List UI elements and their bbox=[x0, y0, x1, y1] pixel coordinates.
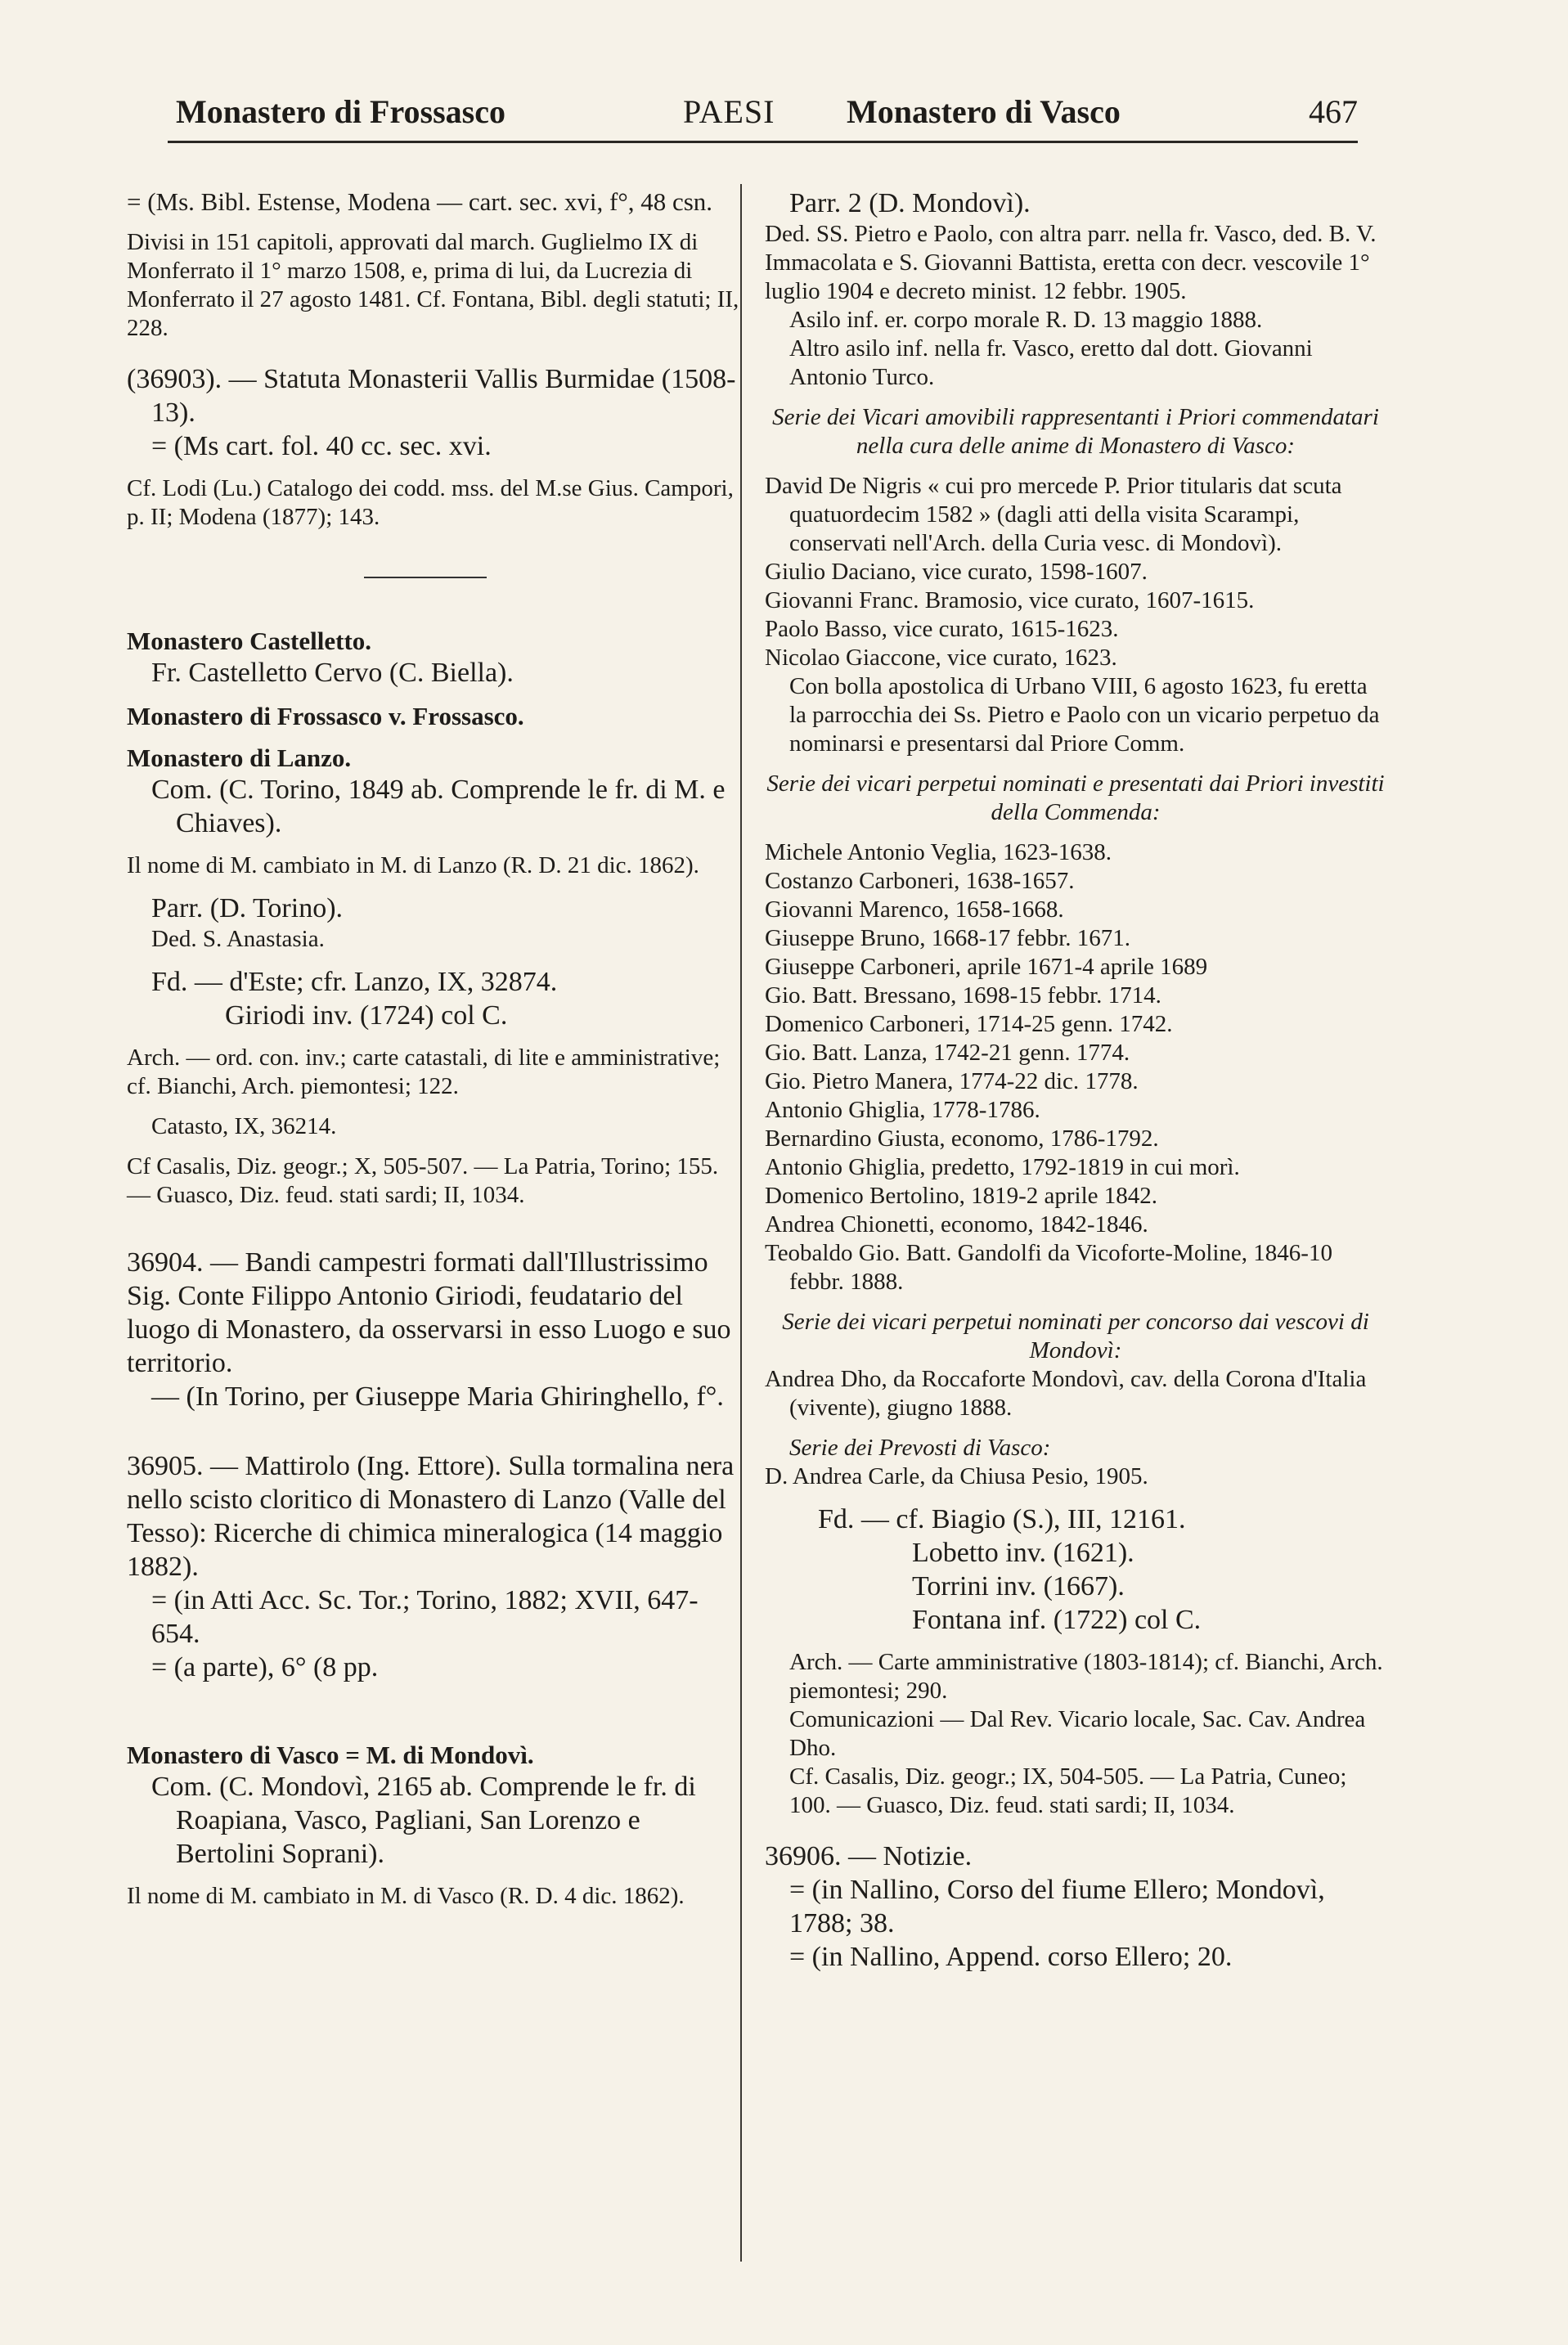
list-item: Michele Antonio Veglia, 1623-1638. bbox=[765, 839, 1112, 865]
page-header bbox=[176, 92, 1358, 133]
vicari-perpetui-list bbox=[765, 838, 1386, 1296]
entry-36903: (36903). — Statuta Monasterii Vallis Burmidae (1508-13). bbox=[127, 364, 736, 428]
lanzo-catasto: Catasto, IX, 36214. bbox=[151, 1113, 337, 1139]
castelletto-heading: Monastero Castelletto. bbox=[127, 627, 372, 655]
ms-note: = (Ms. Bibl. Estense, Modena — cart. sec. xvi, f°, 48 csn. bbox=[127, 187, 713, 216]
vasco-nome: Il nome di M. cambiato in M. di Vasco (R. D. 4 dic. 1862). bbox=[127, 1883, 685, 1909]
list-item: Giulio Daciano, vice curato, 1598-1607. bbox=[765, 559, 1148, 585]
frossasco-heading: Monastero di Frossasco v. Frossasco. bbox=[127, 702, 524, 730]
right-column bbox=[765, 186, 1386, 1974]
page-number: 467 bbox=[1309, 93, 1358, 130]
vasco-arch: Arch. — Carte amministrative (1803-1814); cf. Bianchi, Arch. piemontesi; 290. bbox=[789, 1649, 1383, 1704]
list-item: Domenico Bertolino, 1819-2 aprile 1842. bbox=[765, 1183, 1158, 1209]
list-item: Gio. Batt. Bressano, 1698-15 febbr. 1714. bbox=[765, 982, 1161, 1009]
list-item: Giuseppe Carboneri, aprile 1671-4 aprile 1689 bbox=[765, 954, 1208, 980]
list-item: Gio. Batt. Lanza, 1742-21 genn. 1774. bbox=[765, 1040, 1130, 1066]
column-divider bbox=[740, 184, 742, 2262]
entry-36904-pub: — (In Torino, per Giuseppe Maria Ghiringhello, f°. bbox=[151, 1381, 724, 1412]
entry-36905-parte: = (a parte), 6° (8 pp. bbox=[151, 1652, 379, 1682]
list-item: Costanzo Carboneri, 1638-1657. bbox=[765, 868, 1075, 894]
list-item: Giovanni Marenco, 1658-1668. bbox=[765, 896, 1064, 923]
entry-36903-cf: Cf. Lodi (Lu.) Catalogo dei codd. mss. del M.se Gius. Campori, p. II; Modena (1877); 143. bbox=[127, 475, 734, 530]
serie-concorso-heading: Serie dei vicari perpetui nominati per concorso dai vescovi di Mondovì: bbox=[782, 1309, 1369, 1363]
entry-36903-ms: = (Ms cart. fol. 40 cc. sec. xvi. bbox=[151, 431, 492, 461]
vasco-parr: Parr. 2 (D. Mondovì). bbox=[789, 188, 1031, 218]
vasco-heading: Monastero di Vasco = M. di Mondovì. bbox=[127, 1741, 534, 1769]
section-separator bbox=[364, 577, 487, 578]
entry-36906: 36906. — Notizie. bbox=[765, 1841, 973, 1871]
vasco-asilo-altro: Altro asilo inf. nella fr. Vasco, eretto dal dott. Giovanni Antonio Turco. bbox=[789, 335, 1313, 390]
list-item: Nicolao Giaccone, vice curato, 1623. bbox=[765, 645, 1117, 671]
lanzo-com: Com. (C. Torino, 1849 ab. Comprende le fr. di M. e Chiaves). bbox=[151, 775, 726, 838]
list-item: Andrea Chionetti, economo, 1842-1846. bbox=[765, 1211, 1148, 1238]
header-rule bbox=[168, 141, 1358, 143]
vasco-comunicazioni: Comunicazioni — Dal Rev. Vicario locale, Sac. Cav. Andrea Dho. bbox=[789, 1706, 1366, 1761]
lanzo-heading: Monastero di Lanzo. bbox=[127, 743, 352, 772]
divisi-note: Divisi in 151 capitoli, approvati dal march. Guglielmo IX di Monferrato il 1° marzo 1508, e, prima di lui, da Lucrezia di Monferrato il 27 agosto 1481. Cf. Fontana, Bibl. degli statuti; II, 228. bbox=[127, 229, 739, 341]
lanzo-ded: Ded. S. Anastasia. bbox=[151, 926, 325, 952]
vasco-ded: Ded. SS. Pietro e Paolo, con altra parr. nella fr. Vasco, ded. B. V. Immacolata e S. Giovanni Battista, eretta con decr. vescovile 1° luglio 1904 e decreto minist. 12 febbr. 1905. bbox=[765, 221, 1377, 304]
serie-vicari-amovibili-heading: Serie dei Vicari amovibili rappresentanti i Priori commendatari nella cura delle anime di Monastero di Vasco: bbox=[772, 404, 1379, 459]
serie-prevosti-heading: Serie dei Prevosti di Vasco: bbox=[789, 1435, 1051, 1461]
lanzo-nome: Il nome di M. cambiato in M. di Lanzo (R. D. 21 dic. 1862). bbox=[127, 852, 699, 878]
list-item: Giuseppe Bruno, 1668-17 febbr. 1671. bbox=[765, 925, 1131, 951]
list-item: Paolo Basso, vice curato, 1615-1623. bbox=[765, 616, 1119, 642]
header-section: PAESI bbox=[683, 93, 775, 130]
vasco-fd-torrini: Torrini inv. (1667). bbox=[912, 1571, 1125, 1602]
list-item: Giovanni Franc. Bramosio, vice curato, 1607-1615. bbox=[765, 587, 1255, 613]
entry-36905-in: = (in Atti Acc. Sc. Tor.; Torino, 1882; XVII, 647-654. bbox=[151, 1585, 699, 1649]
vicario-dho: Andrea Dho, da Roccaforte Mondovì, cav. della Corona d'Italia (vivente), giugno 1888. bbox=[765, 1366, 1367, 1421]
prevosto-carle: D. Andrea Carle, da Chiusa Pesio, 1905. bbox=[765, 1463, 1148, 1489]
header-left-title: Monastero di Frossasco bbox=[176, 93, 505, 130]
list-item: Antonio Ghiglia, predetto, 1792-1819 in cui morì. bbox=[765, 1154, 1240, 1180]
list-item: Teobaldo Gio. Batt. Gandolfi da Vicoforte-Moline, 1846-10 febbr. 1888. bbox=[765, 1240, 1332, 1295]
list-item: David De Nigris « cui pro mercede P. Prior titularis dat scuta quatuordecim 1582 » (dagli atti della visita Scarampi, conservati nell'Arch. della Curia vesc. di Mondovì). bbox=[765, 473, 1342, 556]
bolla-urbano: Con bolla apostolica di Urbano VIII, 6 agosto 1623, fu eretta la parrocchia dei Ss. Pietro e Paolo con un vicario perpetuo da nominarsi e presentarsi dal Priore Comm. bbox=[789, 673, 1380, 757]
serie-vicari-perpetui-heading: Serie dei vicari perpetui nominati e presentati dai Priori investiti della Commenda: bbox=[766, 770, 1385, 825]
entry-36906-a: = (in Nallino, Corso del fiume Ellero; Mondovì, 1788; 38. bbox=[789, 1875, 1325, 1938]
lanzo-arch: Arch. — ord. con. inv.; carte catastali, di lite e amministrative; cf. Bianchi, Arch. piemontesi; 122. bbox=[127, 1044, 721, 1099]
lanzo-fd: Fd. — d'Este; cfr. Lanzo, IX, 32874. bbox=[151, 967, 558, 997]
castelletto-body: Fr. Castelletto Cervo (C. Biella). bbox=[151, 658, 514, 688]
list-item: Domenico Carboneri, 1714-25 genn. 1742. bbox=[765, 1011, 1173, 1037]
vasco-asilo: Asilo inf. er. corpo morale R. D. 13 maggio 1888. bbox=[789, 307, 1263, 333]
list-item: Gio. Pietro Manera, 1774-22 dic. 1778. bbox=[765, 1068, 1139, 1094]
list-item: Bernardino Giusta, economo, 1786-1792. bbox=[765, 1125, 1159, 1152]
lanzo-fd-giriodi: Giriodi inv. (1724) col C. bbox=[225, 1000, 508, 1031]
header-right-title: Monastero di Vasco bbox=[847, 93, 1121, 130]
lanzo-cf: Cf Casalis, Diz. geogr.; X, 505-507. — La Patria, Torino; 155. — Guasco, Diz. feud. stati sardi; II, 1034. bbox=[127, 1153, 719, 1208]
vasco-fd-fontana: Fontana inf. (1722) col C. bbox=[912, 1605, 1202, 1635]
entry-36906-b: = (in Nallino, Append. corso Ellero; 20. bbox=[789, 1942, 1233, 1972]
vasco-cf: Cf. Casalis, Diz. geogr.; IX, 504-505. — La Patria, Cuneo; 100. — Guasco, Diz. feud. stati sardi; II, 1034. bbox=[789, 1763, 1347, 1818]
lanzo-parr: Parr. (D. Torino). bbox=[151, 893, 344, 923]
vicari-amovibili-list bbox=[765, 472, 1386, 672]
vasco-fd: Fd. — cf. Biagio (S.), III, 12161. bbox=[818, 1504, 1186, 1534]
left-column bbox=[127, 186, 740, 1911]
vasco-com: Com. (C. Mondovì, 2165 ab. Comprende le fr. di Roapiana, Vasco, Pagliani, San Lorenzo e Bertolini Soprani). bbox=[151, 1772, 696, 1869]
vasco-fd-lobetto: Lobetto inv. (1621). bbox=[912, 1538, 1134, 1568]
entry-36905: 36905. — Mattirolo (Ing. Ettore). Sulla tormalina nera nello scisto cloritico di Monastero di Lanzo (Valle del Tesso): Ricerche di chimica mineralogica (14 maggio 1882). bbox=[127, 1451, 735, 1582]
list-item: Antonio Ghiglia, 1778-1786. bbox=[765, 1097, 1040, 1123]
entry-36904: 36904. — Bandi campestri formati dall'Illustrissimo Sig. Conte Filippo Antonio Giriodi, feudatario del luogo di Monastero, da osservarsi in esso Luogo e suo territorio. bbox=[127, 1247, 731, 1378]
